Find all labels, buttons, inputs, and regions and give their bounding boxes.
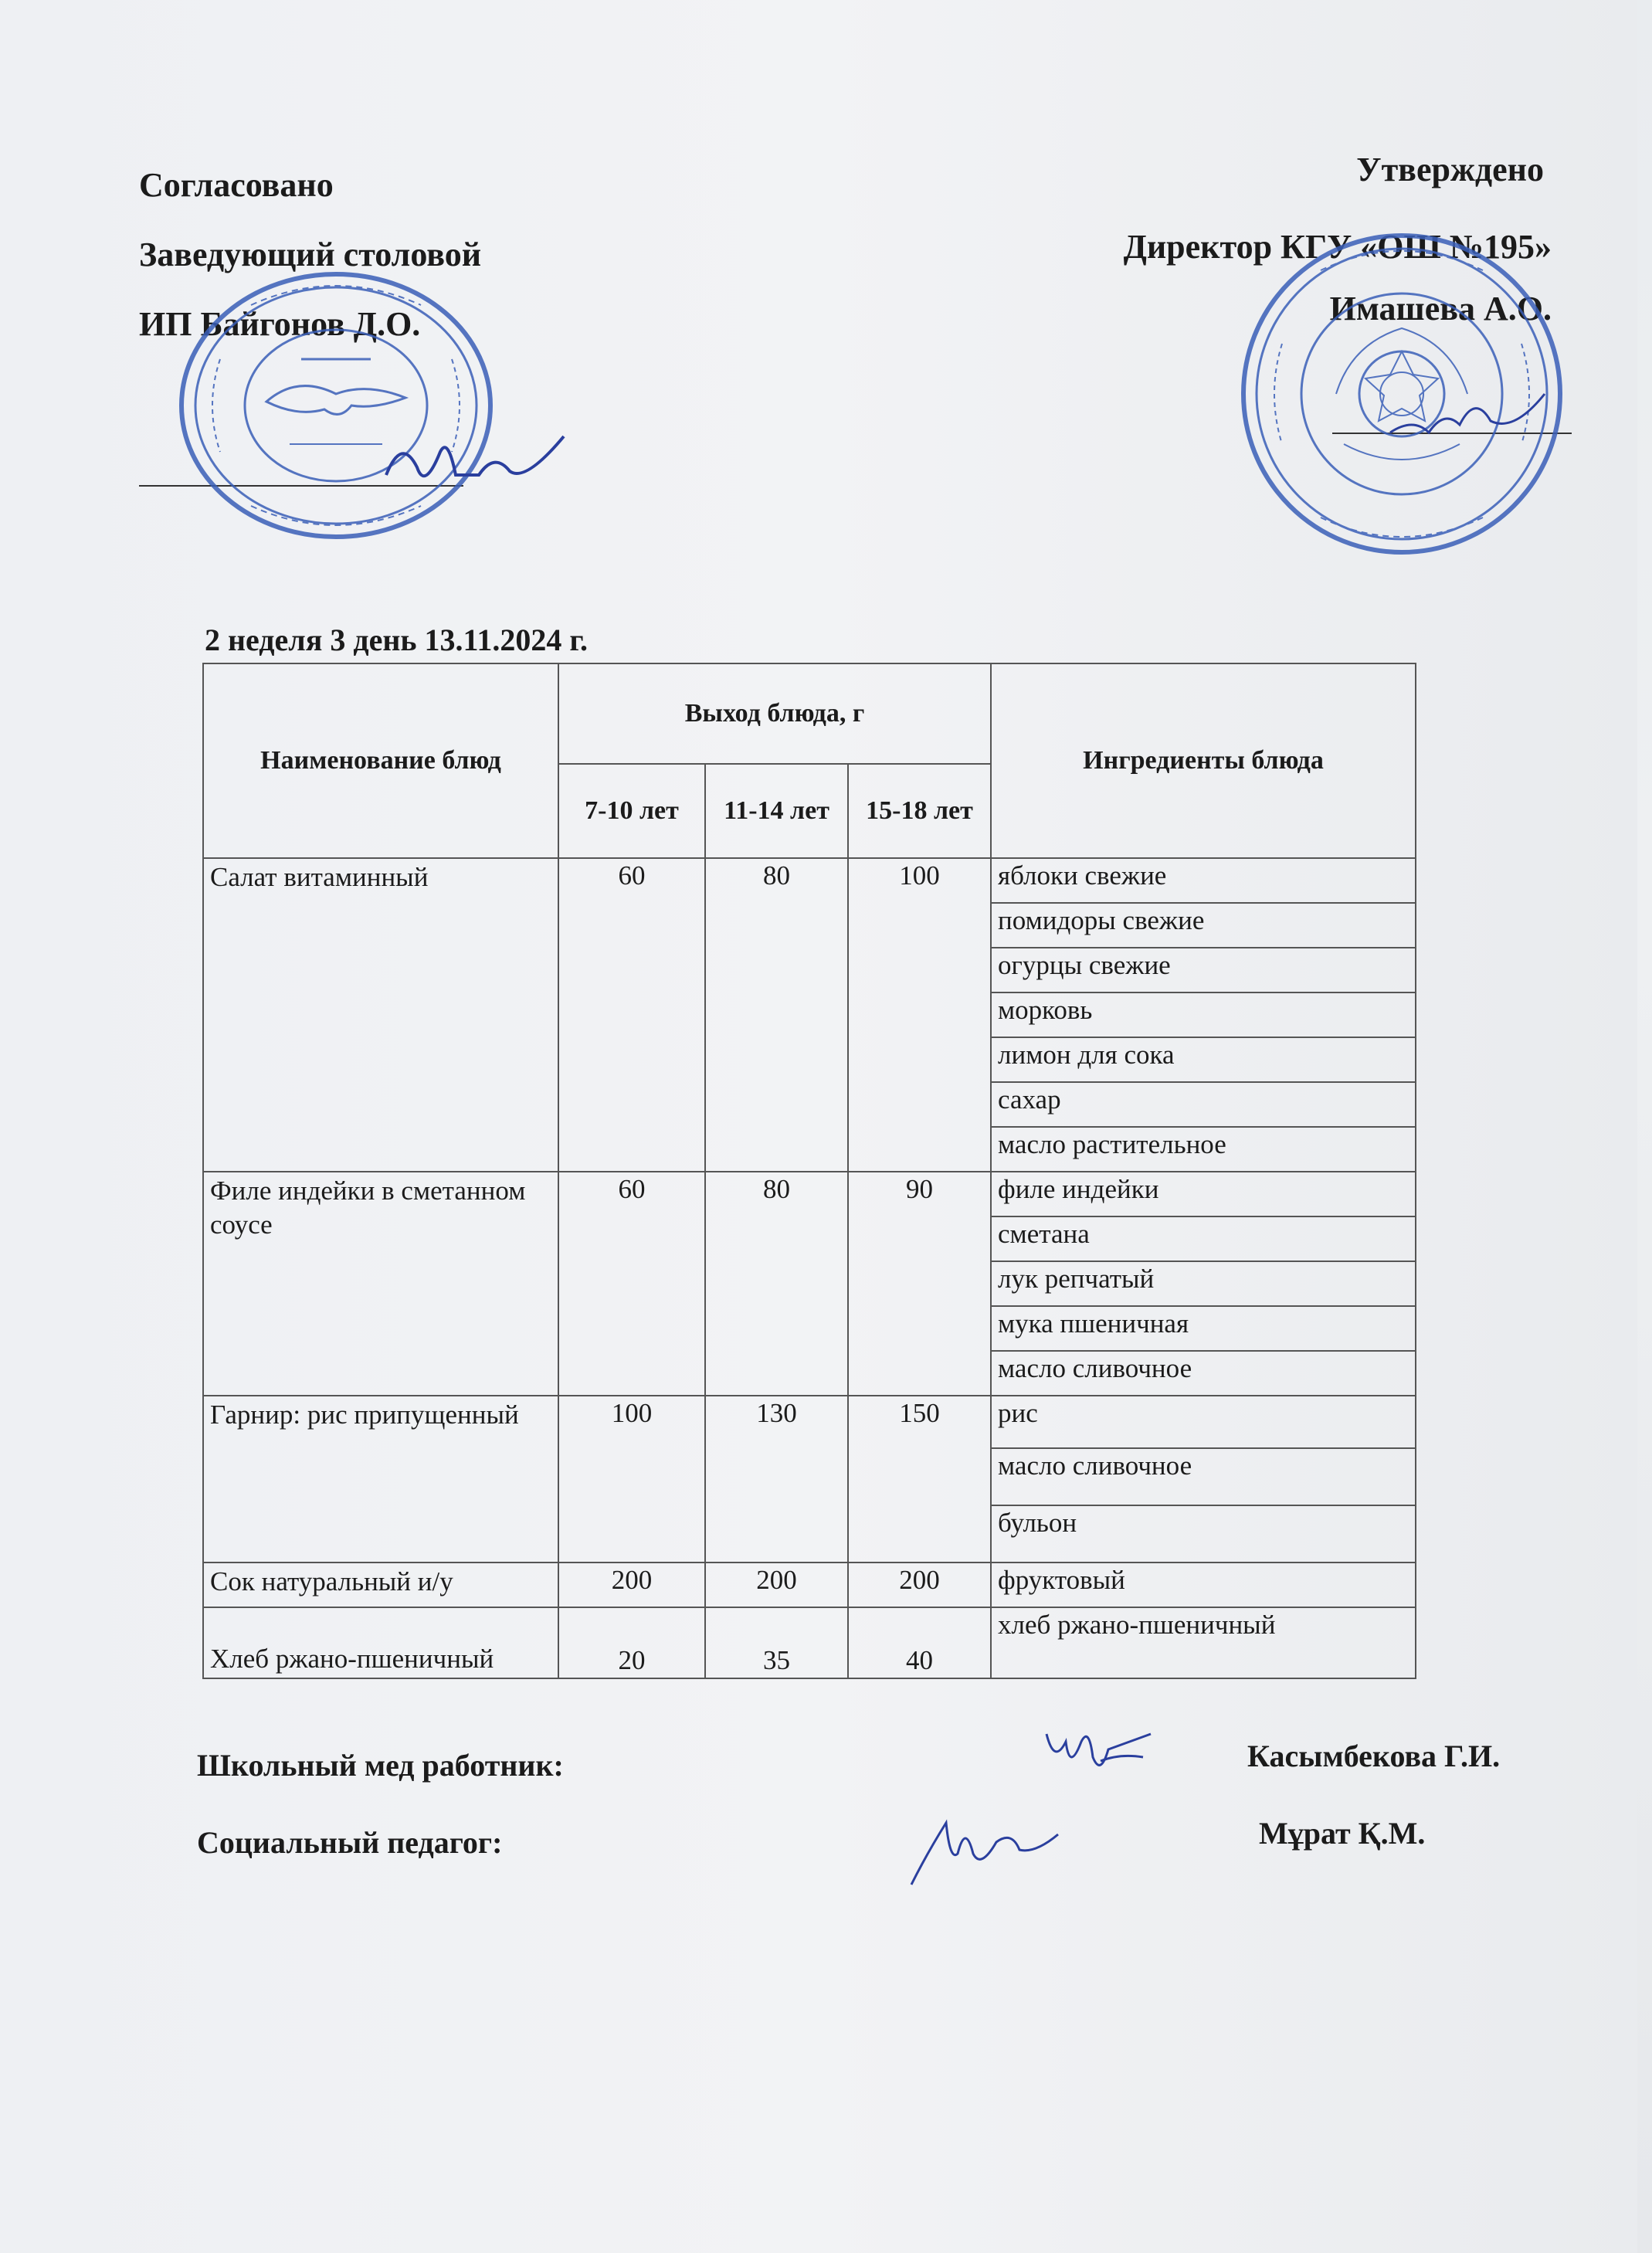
header-dish: Наименование блюд xyxy=(203,663,558,858)
yield-11-14: 35 xyxy=(705,1607,848,1678)
canteen-head-signature-icon xyxy=(371,421,572,506)
canteen-head-name: ИП Байгонов Д.О. xyxy=(139,305,421,343)
ingredient: масло растительное xyxy=(991,1127,1416,1172)
social-pedagogue-name: Мұрат Қ.М. xyxy=(1259,1816,1426,1851)
agreed-label: Согласовано xyxy=(139,166,334,204)
canteen-head-position: Заведующий столовой xyxy=(139,236,482,273)
yield-15-18: 40 xyxy=(848,1607,991,1678)
director-name: Имашева А.О. xyxy=(1329,290,1552,327)
ingredient: филе индейки xyxy=(991,1172,1416,1216)
ingredient: морковь xyxy=(991,992,1416,1037)
header-age-11-14: 11-14 лет xyxy=(705,764,848,858)
ingredient: сахар xyxy=(991,1082,1416,1127)
yield-15-18: 150 xyxy=(848,1396,991,1563)
menu-title: 2 неделя 3 день 13.11.2024 г. xyxy=(205,623,588,657)
director-signature-icon xyxy=(1382,378,1552,448)
yield-11-14: 80 xyxy=(705,858,848,1172)
table-row xyxy=(203,1172,1416,1216)
dish-name: Салат витаминный xyxy=(203,858,558,1172)
dish-name: Хлеб ржано-пшеничный xyxy=(203,1607,558,1678)
menu-table xyxy=(202,663,1416,1679)
yield-7-10: 60 xyxy=(558,858,705,1172)
ingredient: рис xyxy=(991,1396,1416,1448)
yield-11-14: 80 xyxy=(705,1172,848,1396)
header-age-7-10: 7-10 лет xyxy=(558,764,705,858)
yield-7-10: 60 xyxy=(558,1172,705,1396)
social-pedagogue-signature-icon xyxy=(904,1807,1066,1892)
table-row xyxy=(203,858,1416,903)
ingredient: мука пшеничная xyxy=(991,1306,1416,1351)
yield-7-10: 20 xyxy=(558,1607,705,1678)
yield-15-18: 200 xyxy=(848,1563,991,1607)
yield-11-14: 130 xyxy=(705,1396,848,1563)
table-row xyxy=(203,1396,1416,1448)
director-position: Директор КГУ «ОШ №195» xyxy=(1123,228,1552,266)
header-yield: Выход блюда, г xyxy=(558,663,991,764)
header-ingredients: Ингредиенты блюда xyxy=(991,663,1416,858)
ingredient: сметана xyxy=(991,1216,1416,1261)
ingredient: помидоры свежие xyxy=(991,903,1416,948)
nurse-name: Касымбекова Г.И. xyxy=(1247,1739,1501,1773)
ingredient: лимон для сока xyxy=(991,1037,1416,1082)
ingredient: огурцы свежие xyxy=(991,948,1416,992)
yield-7-10: 200 xyxy=(558,1563,705,1607)
ingredient: лук репчатый xyxy=(991,1261,1416,1306)
nurse-label: Школьный мед работник: xyxy=(197,1748,564,1783)
ingredient: масло сливочное xyxy=(991,1351,1416,1396)
ingredient: яблоки свежие xyxy=(991,858,1416,903)
nurse-signature-icon xyxy=(1035,1719,1158,1784)
ingredient: масло сливочное xyxy=(991,1448,1416,1505)
header-age-15-18: 15-18 лет xyxy=(848,764,991,858)
table-row xyxy=(203,1563,1416,1607)
yield-15-18: 100 xyxy=(848,858,991,1172)
dish-name: Сок натуральный и/у xyxy=(203,1563,558,1607)
table-row xyxy=(203,1607,1416,1678)
dish-name: Гарнир: рис припущенный xyxy=(203,1396,558,1563)
yield-7-10: 100 xyxy=(558,1396,705,1563)
yield-15-18: 90 xyxy=(848,1172,991,1396)
yield-11-14: 200 xyxy=(705,1563,848,1607)
ingredient: хлеб ржано-пшеничный xyxy=(991,1607,1416,1678)
ingredient: бульон xyxy=(991,1505,1416,1563)
ingredient: фруктовый xyxy=(991,1563,1416,1607)
social-pedagogue-label: Социальный педагог: xyxy=(197,1825,503,1860)
dish-name: Филе индейки в сметанном соусе xyxy=(203,1172,558,1396)
approved-label: Утверждено xyxy=(1356,151,1544,188)
